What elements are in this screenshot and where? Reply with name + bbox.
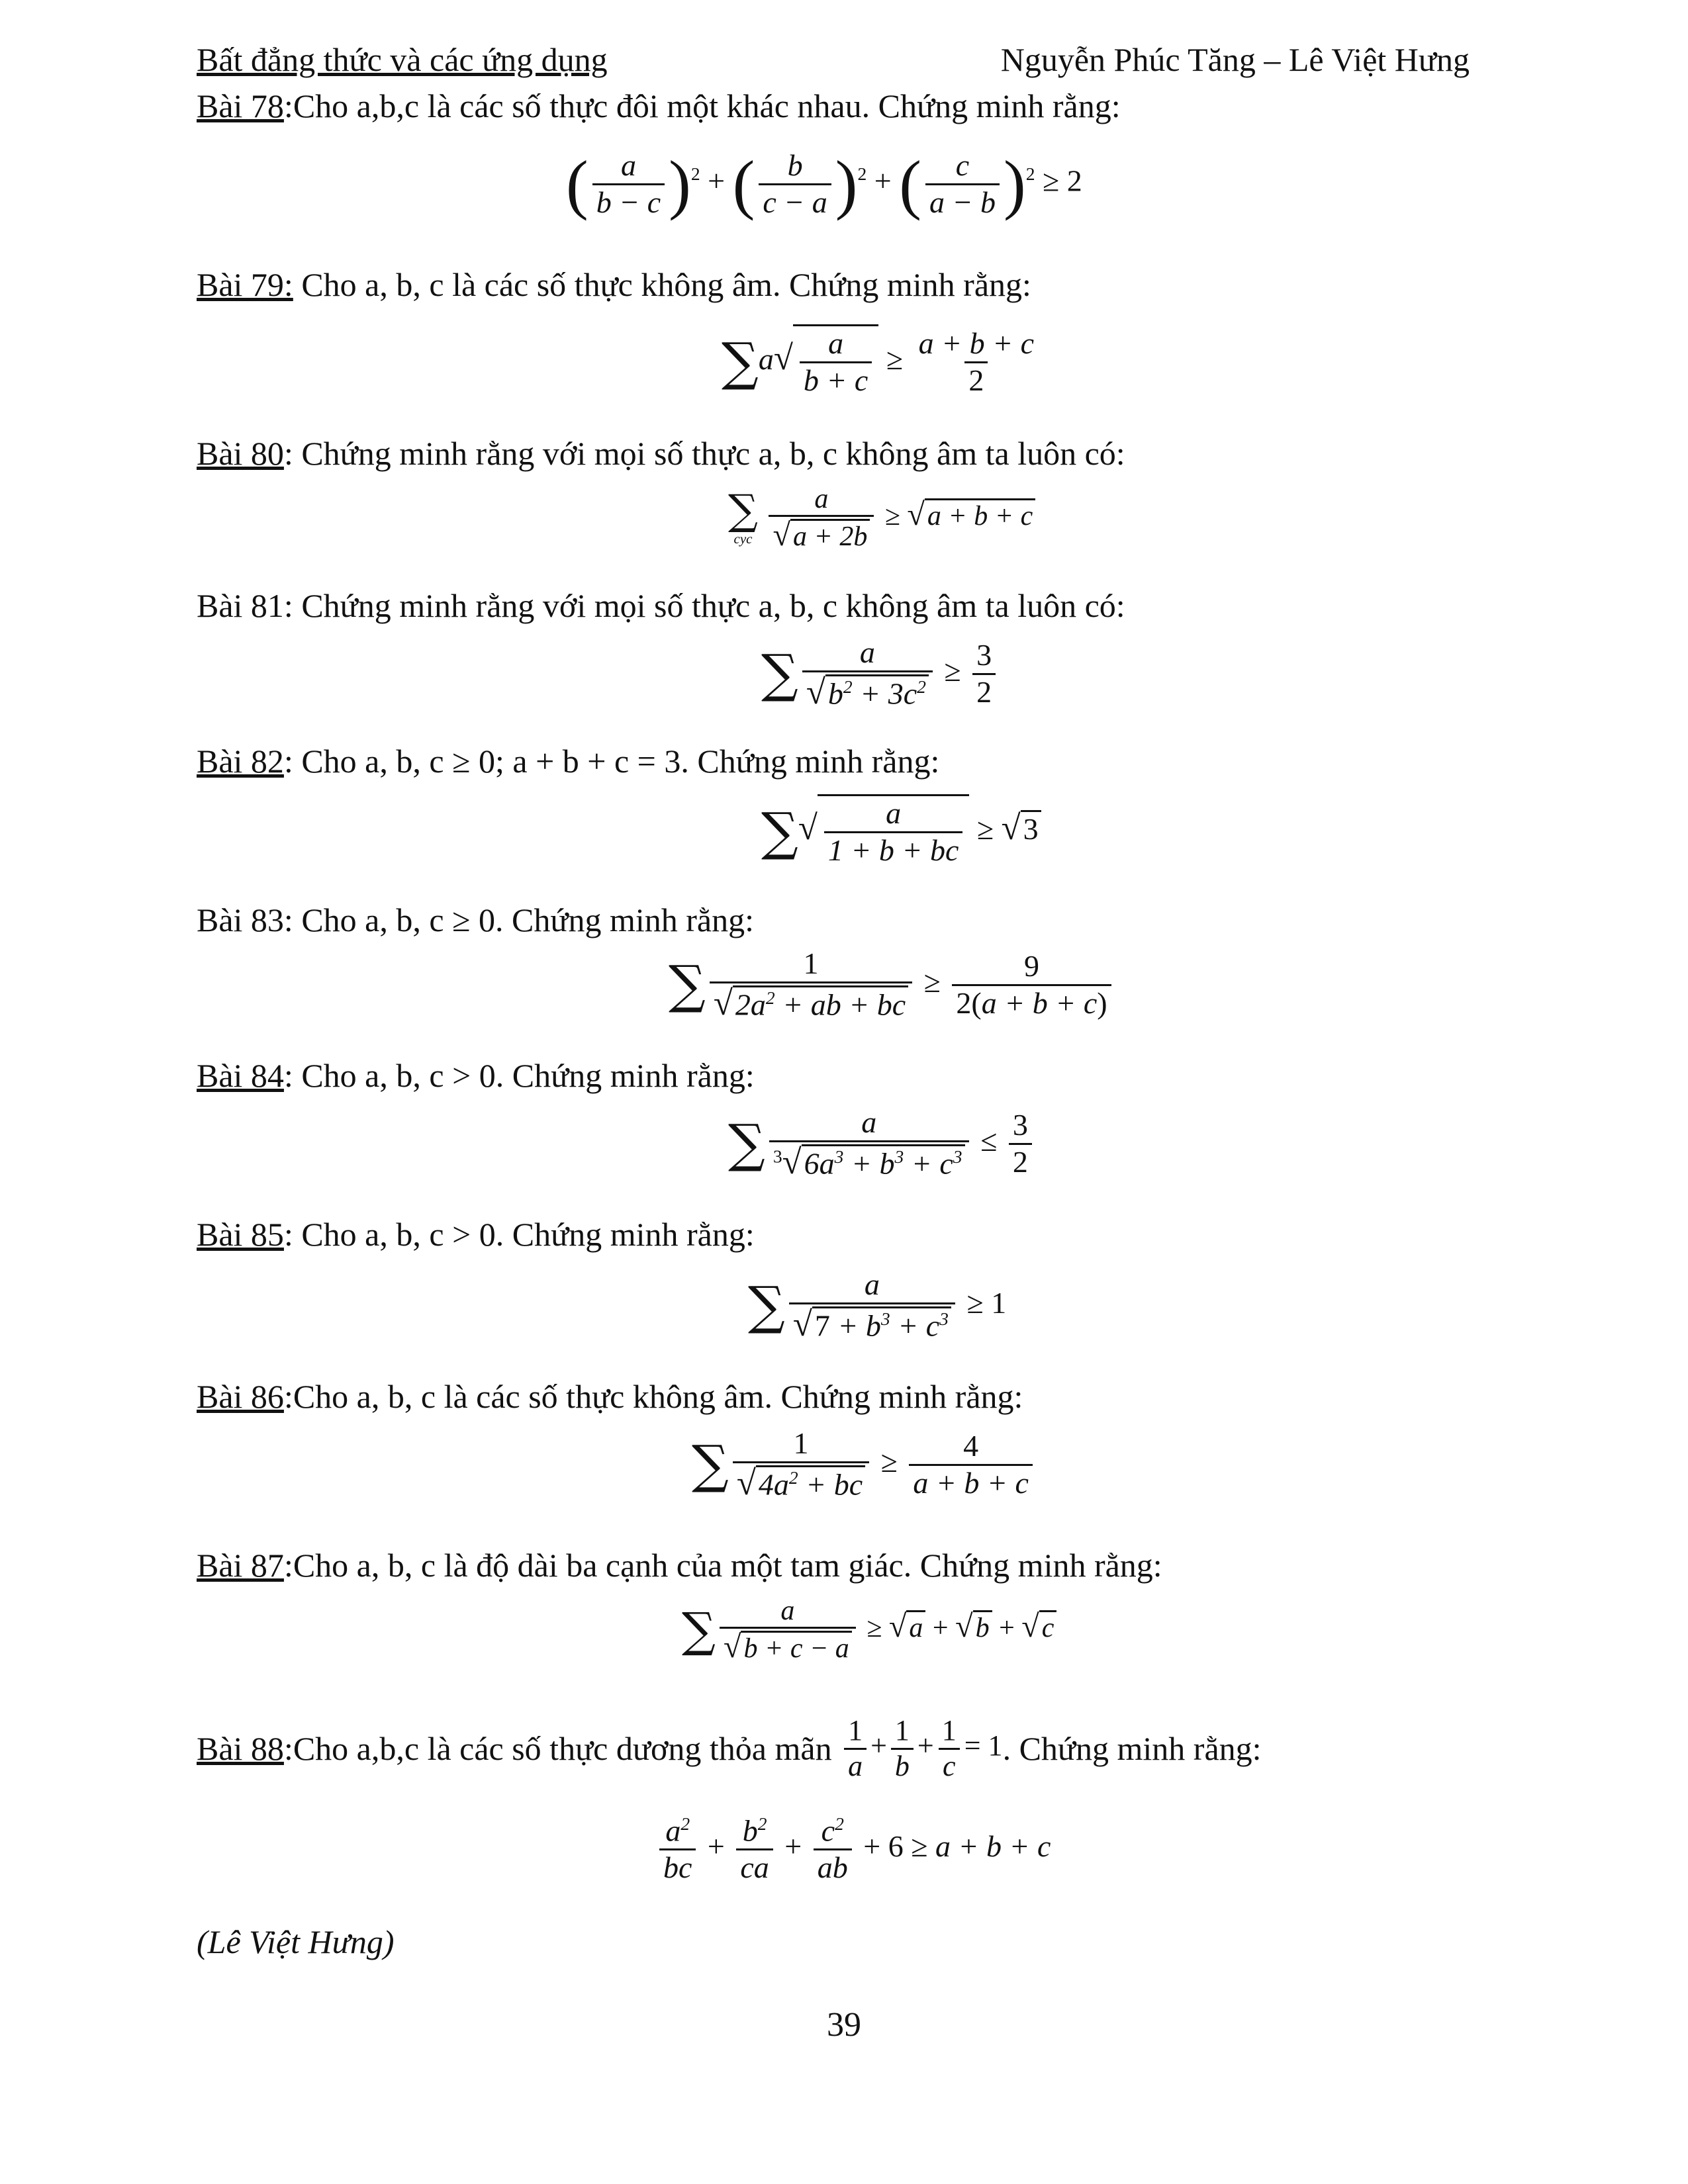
problem-text: : Cho a, b, c ≥ 0; a + b + c = 3. Chứng minh rằng: (283, 743, 940, 780)
problem-87 (197, 1545, 1162, 1585)
problem-text-end: . Chứng minh rằng: (1002, 1730, 1262, 1768)
problem-label: Bài 78 (197, 87, 284, 124)
problem-text: Cho a, b, c là các số thực không âm. Chứng minh rằng: (293, 266, 1031, 303)
formula-83: ∑ $\frac{1}{√2a^2 + ab + bc}$ ≥ $\frac{9}{2(a + b + c)}$ (669, 946, 1115, 1024)
problem-label: Bài 79: (197, 266, 293, 303)
problem-label: Bài 86 (197, 1378, 284, 1415)
problem-82 (197, 741, 939, 781)
problem-88 (197, 1714, 1262, 1783)
problem-label: Bài 88 (197, 1730, 284, 1768)
problem-83 (197, 900, 754, 940)
page-number: 39 (827, 2006, 861, 2044)
header-title: Bất đẳng thức và các ứng dụng (197, 41, 608, 78)
problem-text: Chứng minh rằng với mọi số thực a, b, c không âm ta luôn có: (293, 587, 1125, 624)
problem-label: Bài 87 (197, 1547, 284, 1584)
problem-label: Bài 83: (197, 901, 293, 938)
problem-text: : Chứng minh rằng với mọi số thực a, b, c không âm ta luôn có: (283, 435, 1125, 472)
formula-87: ∑ $\frac{a}{√b + c - a}$ ≥ √a + √b + √c (682, 1595, 1056, 1666)
problem-label: Bài 84 (197, 1057, 284, 1094)
problem-label: Bài 81: (197, 587, 293, 624)
condition-formula: $\frac{1}{a}$ + $\frac{1}{b}$ + $\frac{1}{c}$ = 1 (840, 1714, 1002, 1783)
problem-80 (197, 433, 1125, 473)
problem-text: :Cho a,b,c là các số thực đôi một khác nhau. Chứng minh rằng: (283, 87, 1121, 124)
problem-text: : Cho a, b, c > 0. Chứng minh rằng: (283, 1216, 755, 1253)
formula-79: ∑a√ $\frac{a}{b + c}$ ≥ $\frac{a + b + c}{2}$ (722, 324, 1042, 398)
problem-text: :Cho a, b, c là các số thực không âm. Chứng minh rằng: (283, 1378, 1023, 1415)
problem-text: Cho a, b, c ≥ 0. Chứng minh rằng: (293, 901, 754, 938)
problem-86 (197, 1377, 1023, 1416)
formula-85: ∑ $\frac{a}{√7 + b^3 + c^3}$ ≥ 1 (748, 1267, 1007, 1343)
problem-79 (197, 265, 1031, 304)
problem-text: :Cho a, b, c là độ dài ba cạnh của một tam giác. Chứng minh rằng: (283, 1547, 1162, 1584)
problem-label: Bài 85 (197, 1216, 284, 1253)
problem-label: Bài 82 (197, 743, 284, 780)
problem-85 (197, 1214, 755, 1254)
formula-88: $\frac{a^2}{bc}$ + $\frac{b^2}{ca}$ + $\frac{c^2}{ab}$ + 6 ≥ a + b + c (655, 1813, 1051, 1886)
problem-label: Bài 80 (197, 435, 284, 472)
formula-81: ∑ $\frac{a}{√b^2 + 3c^2}$ ≥ $\frac{3}{2}$ (761, 635, 1000, 713)
header-authors: Nguyễn Phúc Tăng – Lê Việt Hưng (1000, 41, 1470, 78)
problem-81 (197, 586, 1125, 625)
problem-text: : Cho a, b, c > 0. Chứng minh rằng: (283, 1057, 755, 1094)
problem-text: :Cho a,b,c là các số thực dương thỏa mãn (283, 1730, 841, 1768)
formula-82: ∑√ $\frac{a}{1 + b + bc}$ ≥ √3 (761, 794, 1041, 868)
formula-80: ∑ cyc $\frac{a}{√a + 2b}$ ≥ √a + b + c (728, 483, 1035, 554)
problem-84 (197, 1056, 755, 1095)
formula-78: ( $\frac{a}{b - c}$ )$^2$ + ( $\frac{b}{c - a}$ )$^2$ + ( $\frac{c}{a - b}$ )$^2$ ≥ 2 (566, 147, 1082, 221)
formula-84: ∑ $\frac{a}{^3√6a^3 + b^3 + c^3}$ ≤ $\frac{3}{2}$ (728, 1105, 1036, 1183)
author-note: (Lê Việt Hưng) (197, 1923, 395, 1960)
formula-86: ∑ $\frac{1}{√4a^2 + bc}$ ≥ $\frac{4}{a + b + c}$ (692, 1426, 1037, 1504)
problem-78 (197, 86, 1121, 126)
